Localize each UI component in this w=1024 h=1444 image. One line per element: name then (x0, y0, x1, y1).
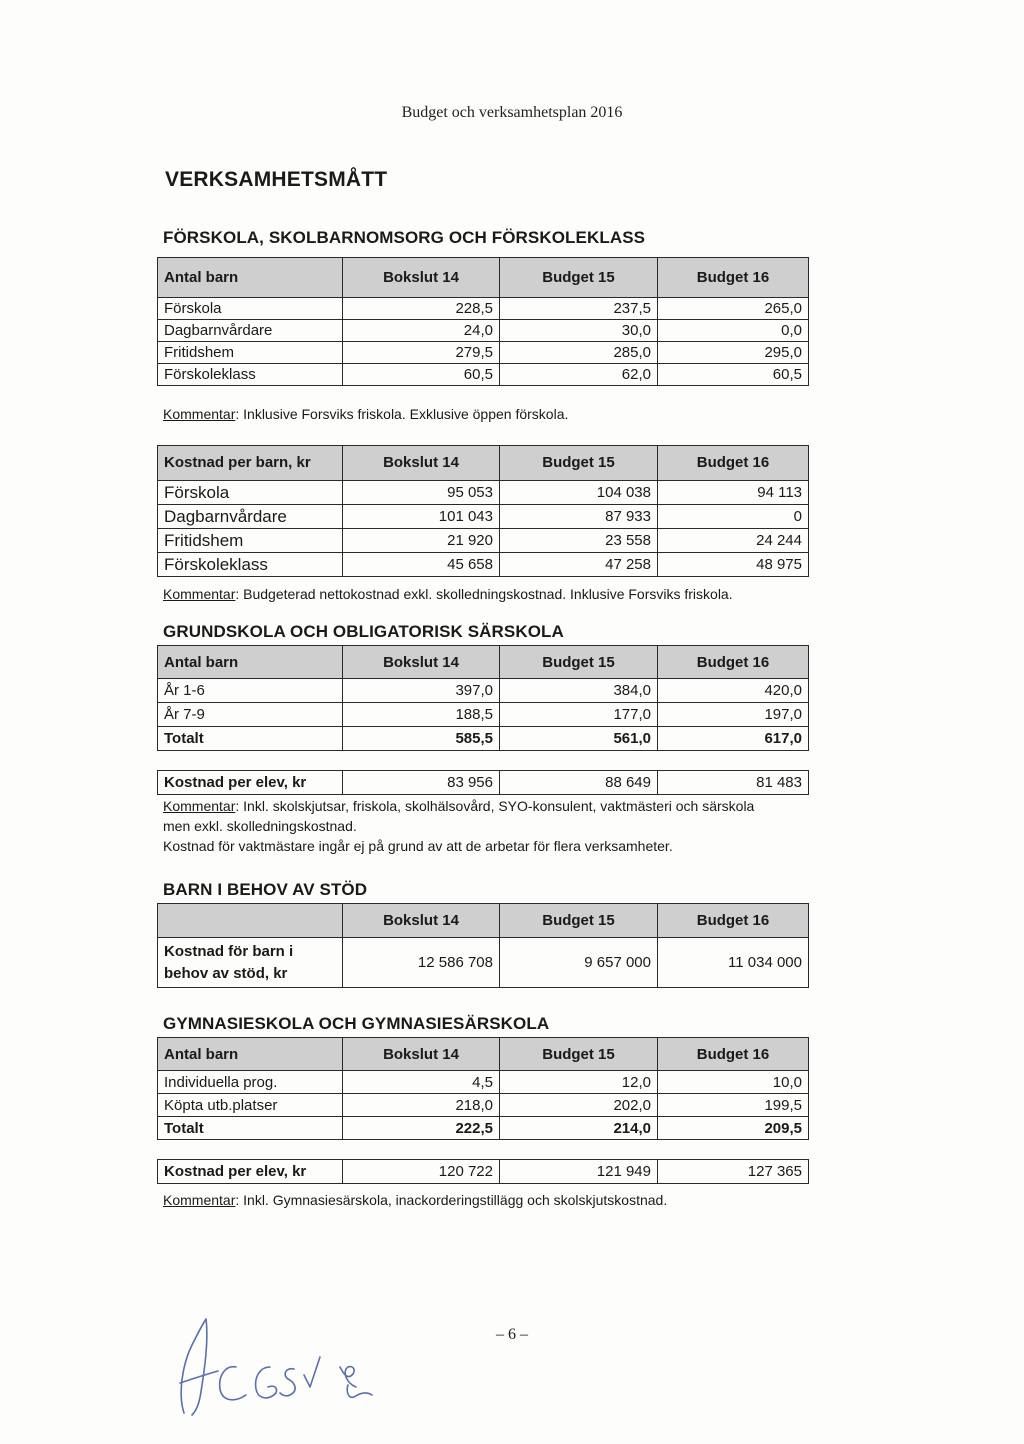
comment-label: Kommentar (163, 798, 236, 814)
table-row-total (158, 727, 809, 751)
row-label: Förskoleklass (158, 553, 343, 577)
comment-label: Kommentar (163, 1192, 236, 1208)
running-header: Budget och verksamhetsplan 2016 (401, 104, 623, 121)
table-row-total (158, 1117, 809, 1140)
column-header: Antal barn (158, 646, 343, 679)
table-header-row (158, 904, 809, 938)
table-cell: 48 975 (658, 553, 809, 577)
table-cell: 23 558 (500, 529, 658, 553)
column-header: Antal barn (158, 258, 343, 298)
comment-line (163, 796, 754, 816)
page-title: VERKSAMHETSMÅTT (165, 168, 388, 191)
row-label: Fritidshem (158, 529, 343, 553)
column-header: Budget 16 (658, 1038, 809, 1071)
table-cell: 202,0 (500, 1094, 658, 1117)
table-cell: 222,5 (343, 1117, 500, 1140)
column-header: Kostnad per barn, kr (158, 446, 343, 481)
table-cell: 121 949 (500, 1160, 658, 1184)
column-header: Budget 15 (500, 1038, 658, 1071)
table-cell: 0 (658, 505, 809, 529)
section-heading-grundskola: GRUNDSKOLA OCH OBLIGATORISK SÄRSKOLA (163, 622, 564, 641)
comment-text: : Inklusive Forsviks friskola. Exklusive öppen förskola. (235, 406, 569, 422)
table-row (158, 529, 809, 553)
table-cell: 45 658 (343, 553, 500, 577)
row-label (158, 938, 343, 988)
table-cell: 94 113 (658, 481, 809, 505)
table-cell: 384,0 (500, 679, 658, 703)
comment-label: Kommentar (163, 406, 236, 422)
table-cell: 177,0 (500, 703, 658, 727)
table-cell: 60,5 (343, 364, 500, 386)
table-cell: 199,5 (658, 1094, 809, 1117)
table-cell: 617,0 (658, 727, 809, 751)
table-cell: 0,0 (658, 320, 809, 342)
handwritten-signature (162, 1305, 422, 1425)
table-cell: 188,5 (343, 703, 500, 727)
table-cell: 228,5 (343, 298, 500, 320)
table-row (158, 1071, 809, 1094)
row-label: Individuella prog. (158, 1071, 343, 1094)
table-cell: 87 933 (500, 505, 658, 529)
column-header: Budget 15 (500, 646, 658, 679)
table-cell: 218,0 (343, 1094, 500, 1117)
antal-barn-gymnasie-table (157, 1037, 809, 1140)
column-header: Antal barn (158, 1038, 343, 1071)
column-header (158, 904, 343, 938)
table-row (158, 1160, 809, 1184)
table-cell: 561,0 (500, 727, 658, 751)
column-header: Bokslut 14 (343, 446, 500, 481)
row-label-line: Kostnad för barn i (164, 942, 294, 960)
table-row (158, 342, 809, 364)
comment-text: : Inkl. Gymnasiesärskola, inackorderingstillägg och skolskjutskostnad. (235, 1192, 668, 1208)
table-cell: 4,5 (343, 1071, 500, 1094)
table-cell: 11 034 000 (658, 938, 809, 988)
table-header-row (158, 1038, 809, 1071)
comment-text: : Budgeterad nettokostnad exkl. skolledningskostnad. Inklusive Forsviks friskola. (235, 586, 733, 602)
table-cell: 101 043 (343, 505, 500, 529)
column-header: Budget 15 (500, 446, 658, 481)
row-label: Totalt (158, 727, 343, 751)
column-header: Budget 15 (500, 258, 658, 298)
table-cell: 21 920 (343, 529, 500, 553)
table-cell: 30,0 (500, 320, 658, 342)
comment-line: men exkl. skolledningskostnad. (163, 818, 357, 834)
column-header: Budget 16 (658, 904, 809, 938)
table-cell: 60,5 (658, 364, 809, 386)
table-cell: 24,0 (343, 320, 500, 342)
table-cell: 81 483 (658, 771, 809, 795)
kostnad-per-elev-grundskola-table (157, 770, 809, 795)
table-cell: 12,0 (500, 1071, 658, 1094)
row-label: År 1-6 (158, 679, 343, 703)
table-cell: 10,0 (658, 1071, 809, 1094)
column-header: Budget 16 (658, 258, 809, 298)
antal-barn-forskola-table (157, 257, 809, 386)
row-label: Köpta utb.platser (158, 1094, 343, 1117)
row-label: År 7-9 (158, 703, 343, 727)
table-cell: 120 722 (343, 1160, 500, 1184)
table-row (158, 481, 809, 505)
row-label: Fritidshem (158, 342, 343, 364)
row-label: Dagbarnvårdare (158, 505, 343, 529)
table-cell: 47 258 (500, 553, 658, 577)
table-header-row (158, 646, 809, 679)
column-header: Budget 16 (658, 646, 809, 679)
section-heading-forskola: FÖRSKOLA, SKOLBARNOMSORG OCH FÖRSKOLEKLASS (163, 228, 646, 247)
table-cell: 295,0 (658, 342, 809, 364)
table-cell: 285,0 (500, 342, 658, 364)
column-header: Bokslut 14 (343, 646, 500, 679)
section-heading-stod: BARN I BEHOV AV STÖD (163, 880, 368, 899)
comment-gymnasie (163, 1190, 667, 1210)
table-cell: 127 365 (658, 1160, 809, 1184)
table-cell: 104 038 (500, 481, 658, 505)
row-label-line: behov av stöd, kr (164, 964, 288, 982)
antal-barn-grundskola-table (157, 645, 809, 751)
comment-line: Kostnad för vaktmästare ingår ej på grund av att de arbetar för flera verksamheter. (163, 838, 673, 854)
column-header: Bokslut 14 (343, 258, 500, 298)
table-cell: 209,5 (658, 1117, 809, 1140)
table-cell: 214,0 (500, 1117, 658, 1140)
section-heading-gymnasie: GYMNASIESKOLA OCH GYMNASIESÄRSKOLA (163, 1014, 550, 1033)
comment-forskola-kostnad (163, 584, 733, 604)
row-label: Totalt (158, 1117, 343, 1140)
table-cell: 237,5 (500, 298, 658, 320)
comment-forskola-antal (163, 404, 568, 424)
row-label: Kostnad per elev, kr (158, 1160, 343, 1184)
table-cell: 265,0 (658, 298, 809, 320)
column-header: Bokslut 14 (343, 1038, 500, 1071)
table-row (158, 505, 809, 529)
table-row (158, 771, 809, 795)
kostnad-per-barn-table (157, 445, 809, 577)
row-label: Förskoleklass (158, 364, 343, 386)
column-header: Budget 16 (658, 446, 809, 481)
comment-label: Kommentar (163, 586, 236, 602)
table-cell: 83 956 (343, 771, 500, 795)
comment-grundskola (163, 796, 754, 856)
table-row (158, 320, 809, 342)
table-row (158, 298, 809, 320)
table-row (158, 364, 809, 386)
column-header: Bokslut 14 (343, 904, 500, 938)
table-cell: 95 053 (343, 481, 500, 505)
table-row (158, 1094, 809, 1117)
table-row (158, 703, 809, 727)
page-number: – 6 – (496, 1326, 528, 1343)
table-cell: 397,0 (343, 679, 500, 703)
table-cell: 197,0 (658, 703, 809, 727)
row-label: Förskola (158, 298, 343, 320)
row-label: Förskola (158, 481, 343, 505)
barn-i-behov-av-stod-table (157, 903, 809, 988)
column-header: Budget 15 (500, 904, 658, 938)
table-cell: 88 649 (500, 771, 658, 795)
table-header-row (158, 446, 809, 481)
table-row (158, 553, 809, 577)
kostnad-per-elev-gymnasie-table (157, 1159, 809, 1184)
table-row (158, 938, 809, 988)
comment-text: : Inkl. skolskjutsar, friskola, skolhälsovård, SYO-konsulent, vaktmästeri och särskola (235, 798, 755, 814)
row-label: Kostnad per elev, kr (158, 771, 343, 795)
table-cell: 585,5 (343, 727, 500, 751)
table-header-row (158, 258, 809, 298)
table-cell: 279,5 (343, 342, 500, 364)
table-row (158, 679, 809, 703)
table-cell: 420,0 (658, 679, 809, 703)
table-cell: 24 244 (658, 529, 809, 553)
table-cell: 62,0 (500, 364, 658, 386)
table-cell: 9 657 000 (500, 938, 658, 988)
row-label: Dagbarnvårdare (158, 320, 343, 342)
table-cell: 12 586 708 (343, 938, 500, 988)
